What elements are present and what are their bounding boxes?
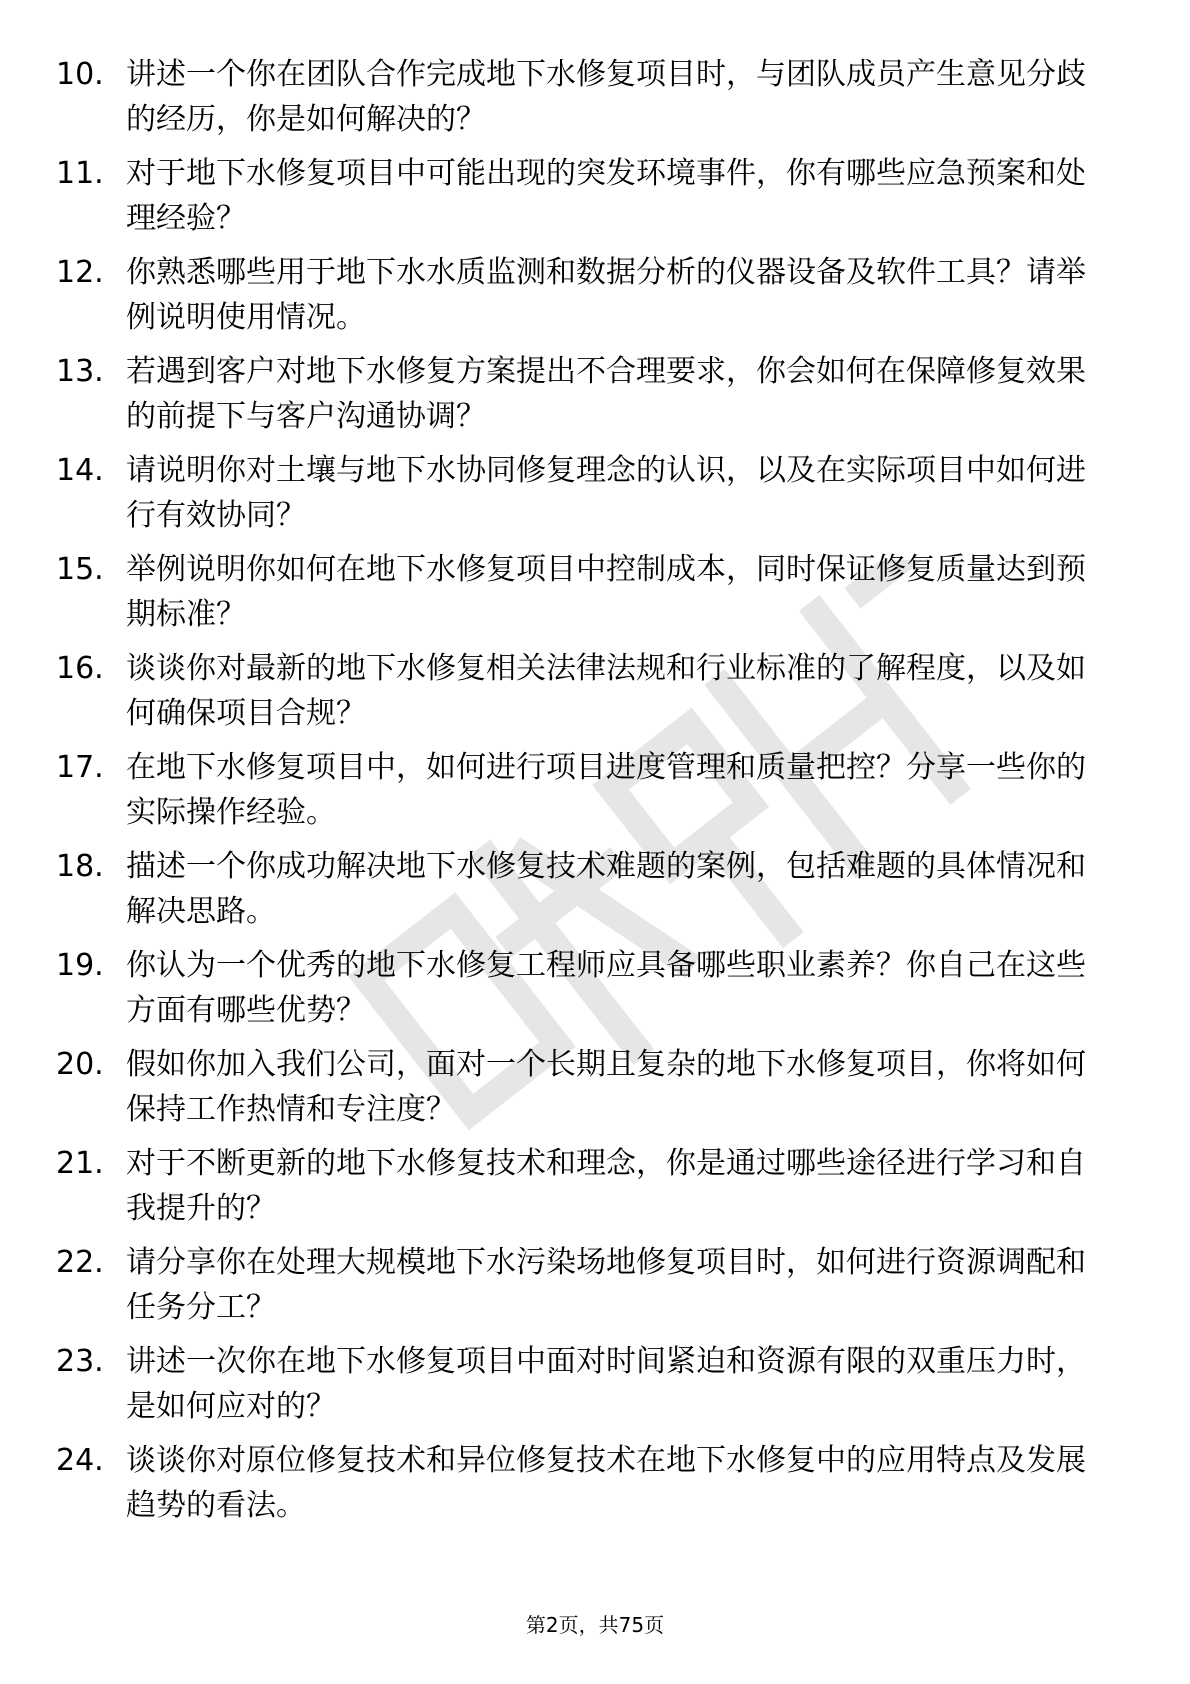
question-item: [56, 547, 1116, 646]
question-item: [56, 1141, 1116, 1240]
question-item: [56, 448, 1116, 547]
question-list: [56, 52, 1116, 1537]
question-text: 举例说明你如何在地下水修复项目中控制成本，同时保证修复质量达到预期标准？: [126, 552, 1086, 632]
question-number: 22.: [56, 1245, 104, 1280]
question-text: 谈谈你对最新的地下水修复相关法律法规和行业标准的了解程度，以及如何确保项目合规？: [126, 651, 1086, 731]
question-item: [56, 844, 1116, 943]
question-item: [56, 1438, 1116, 1537]
question-text: 若遇到客户对地下水修复方案提出不合理要求，你会如何在保障修复效果的前提下与客户沟通协调？: [126, 354, 1086, 434]
question-text: 描述一个你成功解决地下水修复技术难题的案例，包括难题的具体情况和解决思路。: [126, 849, 1086, 929]
question-number: 16.: [56, 651, 104, 686]
question-item: [56, 349, 1116, 448]
question-item: [56, 745, 1116, 844]
question-number: 10.: [56, 57, 104, 92]
question-item: [56, 250, 1116, 349]
question-number: 14.: [56, 453, 104, 488]
question-number: 13.: [56, 354, 104, 389]
question-text: 请分享你在处理大规模地下水污染场地修复项目时，如何进行资源调配和任务分工？: [126, 1245, 1086, 1325]
question-text: 讲述一次你在地下水修复项目中面对时间紧迫和资源有限的双重压力时，是如何应对的？: [126, 1344, 1086, 1424]
question-text: 你认为一个优秀的地下水修复工程师应具备哪些职业素养？你自己在这些方面有哪些优势？: [126, 948, 1086, 1028]
question-text: 讲述一个你在团队合作完成地下水修复项目时，与团队成员产生意见分歧的经历，你是如何解决的？: [126, 57, 1086, 137]
question-text: 对于地下水修复项目中可能出现的突发环境事件，你有哪些应急预案和处理经验？: [126, 156, 1086, 236]
question-number: 23.: [56, 1344, 104, 1379]
question-number: 17.: [56, 750, 104, 785]
question-text: 对于不断更新的地下水修复技术和理念，你是通过哪些途径进行学习和自我提升的？: [126, 1146, 1086, 1226]
page-footer: [0, 1610, 1190, 1640]
question-number: 12.: [56, 255, 104, 290]
question-item: [56, 943, 1116, 1042]
question-text: 你熟悉哪些用于地下水水质监测和数据分析的仪器设备及软件工具？请举例说明使用情况。: [126, 255, 1086, 335]
question-number: 19.: [56, 948, 104, 983]
question-item: [56, 52, 1116, 151]
question-item: [56, 646, 1116, 745]
question-text: 谈谈你对原位修复技术和异位修复技术在地下水修复中的应用特点及发展趋势的看法。: [126, 1443, 1086, 1523]
question-number: 11.: [56, 156, 104, 191]
question-item: [56, 1339, 1116, 1438]
page-number-label: 第2页，共75页: [525, 1613, 665, 1637]
question-number: 15.: [56, 552, 104, 587]
question-text: 在地下水修复项目中，如何进行项目进度管理和质量把控？分享一些你的实际操作经验。: [126, 750, 1086, 830]
question-number: 18.: [56, 849, 104, 884]
question-number: 24.: [56, 1443, 104, 1478]
question-number: 20.: [56, 1047, 104, 1082]
question-text: 请说明你对土壤与地下水协同修复理念的认识，以及在实际项目中如何进行有效协同？: [126, 453, 1086, 533]
question-item: [56, 1042, 1116, 1141]
question-item: [56, 151, 1116, 250]
question-item: [56, 1240, 1116, 1339]
question-text: 假如你加入我们公司，面对一个长期且复杂的地下水修复项目，你将如何保持工作热情和专注度？: [126, 1047, 1086, 1127]
question-number: 21.: [56, 1146, 104, 1181]
